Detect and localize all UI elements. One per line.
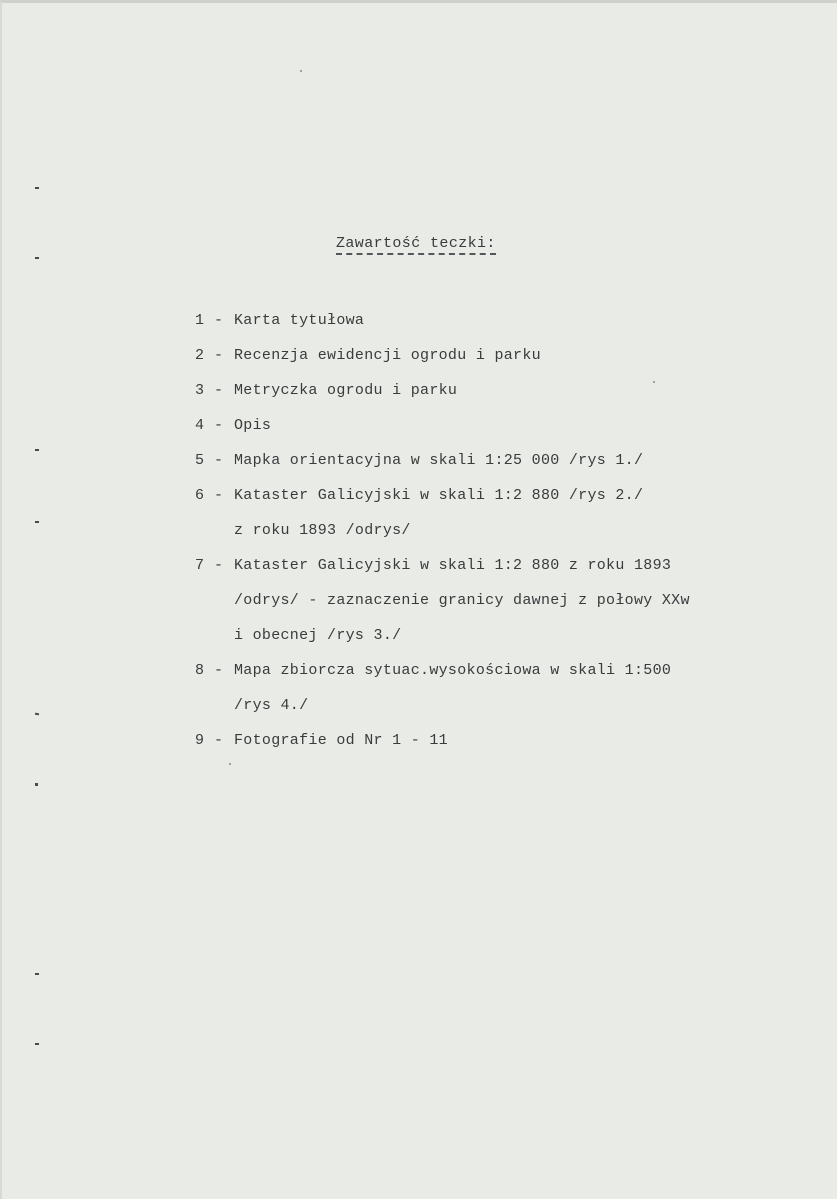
list-item-continuation (192, 513, 792, 548)
contents-list (192, 303, 792, 758)
item-text: Mapa zbiorcza sytuac.wysokościowa w skali 1:500 (234, 662, 672, 679)
item-text: /odrys/ - zaznaczenie granicy dawnej z połowy XXw (234, 592, 690, 609)
item-number: 1 (195, 312, 205, 329)
list-item (192, 373, 792, 408)
item-text: i obecnej /rys 3./ (234, 627, 402, 644)
list-item (192, 338, 792, 373)
list-item (192, 478, 792, 513)
item-number: 4 (195, 417, 205, 434)
item-text: Metryczka ogrodu i parku (234, 382, 458, 399)
item-separator: - (214, 662, 224, 679)
item-number: 7 (195, 557, 205, 574)
item-text: z roku 1893 /odrys/ (234, 522, 411, 539)
list-item (192, 303, 792, 338)
list-item (192, 408, 792, 443)
item-text: Fotografie od Nr 1 - 11 (234, 732, 448, 749)
list-item (192, 723, 792, 758)
margin-mark (35, 449, 39, 451)
item-number: 5 (195, 452, 205, 469)
item-text: Recenzja ewidencji ogrodu i parku (234, 347, 541, 364)
item-number: 6 (195, 487, 205, 504)
margin-mark (35, 521, 39, 523)
margin-mark (35, 1043, 39, 1045)
list-item-continuation (192, 583, 792, 618)
item-separator: - (214, 312, 224, 329)
item-number: 8 (195, 662, 205, 679)
item-text: Karta tytułowa (234, 312, 365, 329)
margin-mark (35, 187, 39, 189)
margin-mark (35, 783, 38, 786)
paper-speck (229, 763, 231, 765)
document-title: Zawartość teczki: (336, 235, 496, 255)
list-item (192, 653, 792, 688)
item-number: 9 (195, 732, 205, 749)
item-separator: - (214, 487, 224, 504)
item-separator: - (214, 417, 224, 434)
margin-mark (35, 713, 39, 716)
item-text: Kataster Galicyjski w skali 1:2 880 /rys 2./ (234, 487, 644, 504)
item-separator: - (214, 382, 224, 399)
item-separator: - (214, 557, 224, 574)
list-item-continuation (192, 618, 792, 653)
margin-mark (35, 257, 39, 259)
item-separator: - (214, 347, 224, 364)
item-text: Mapka orientacyjna w skali 1:25 000 /rys 1./ (234, 452, 644, 469)
list-item-continuation (192, 688, 792, 723)
item-text: Opis (234, 417, 272, 434)
item-number: 3 (195, 382, 205, 399)
list-item (192, 443, 792, 478)
item-text: /rys 4./ (234, 697, 309, 714)
item-separator: - (214, 452, 224, 469)
list-item (192, 548, 792, 583)
item-text: Kataster Galicyjski w skali 1:2 880 z roku 1893 (234, 557, 672, 574)
margin-mark (35, 973, 39, 975)
item-number: 2 (195, 347, 205, 364)
paper-speck (300, 70, 302, 72)
item-separator: - (214, 732, 224, 749)
